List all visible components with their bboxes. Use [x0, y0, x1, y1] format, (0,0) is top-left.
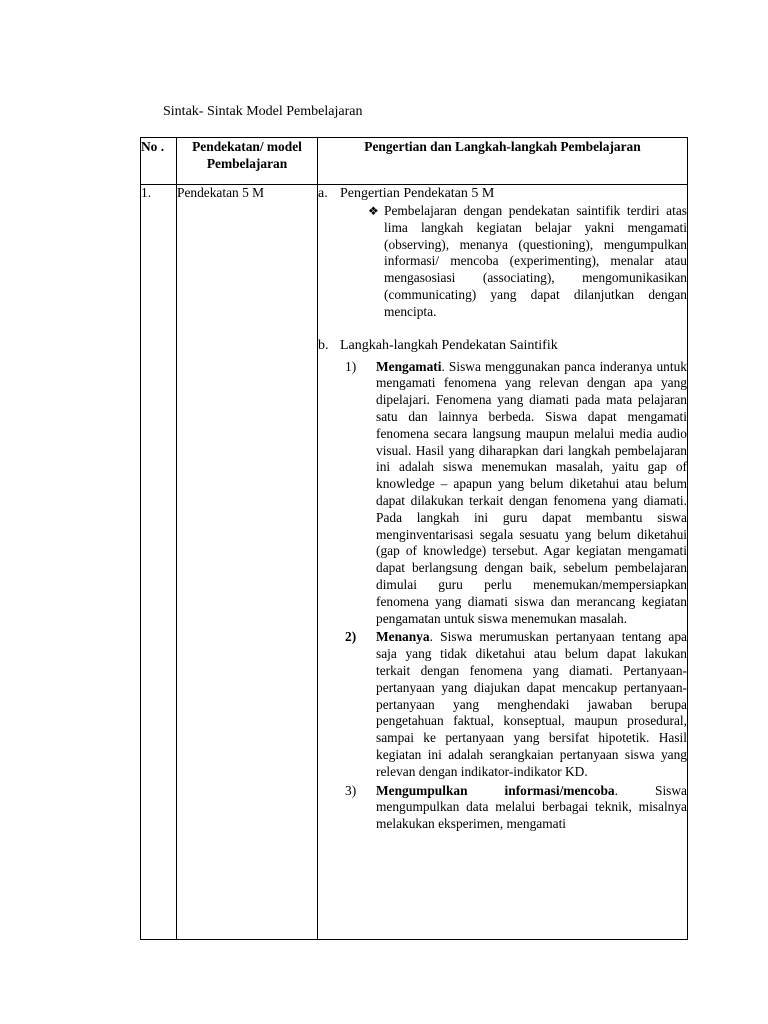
- page-title: Sintak- Sintak Model Pembelajaran: [163, 104, 363, 119]
- section-b-title: Langkah-langkah Pendekatan Saintifik: [340, 337, 558, 353]
- diamond-bullet-icon: ❖: [368, 204, 379, 218]
- header-approach: Pendekatan/ model Pembelajaran: [177, 138, 318, 185]
- step-number: 1): [345, 358, 357, 374]
- step-text: [376, 359, 687, 628]
- row-content: [318, 185, 688, 940]
- steps-list: [345, 359, 687, 833]
- header-definition: Pengertian dan Langkah-langkah Pembelajaran: [318, 138, 688, 185]
- step-description: . Siswa merumuskan pertanyaan tentang apa saja yang tidak diketahui atau belum dapat lakukan terkait dengan fenomena yang diamati. Pertanyaan-pertanyaan yang diajukan dapat mencakup pertanyaan-pertanyaan yang menghendaki jawaban berupa pengetahuan faktual, konseptual, maupun prosedural, sampai ke pertanyaan yang bersifat hipotetik. Hasil kegiatan ini adalah serangkaian pertanyaan siswa yang relevan dengan indikator-indikator KD.: [376, 629, 687, 779]
- step-number: 3): [345, 782, 357, 798]
- syntax-table: [140, 137, 688, 940]
- step-text: [376, 783, 687, 833]
- list-item: [345, 359, 687, 628]
- section-b-heading: [318, 337, 687, 355]
- definition-bullet: [368, 203, 687, 321]
- row-number: 1.: [141, 185, 177, 940]
- section-a-title: Pengertian Pendekatan 5 M: [340, 186, 495, 201]
- section-a-letter: a.: [318, 186, 328, 201]
- list-item: [345, 629, 687, 780]
- definition-text: Pembelajaran dengan pendekatan saintifik terdiri atas lima langkah kegiatan belajar yakni mengamati (observing), menanya (questioning), mengumpulkan informasi/ mencoba (experimenting), menalar atau mengasosiasi (associating), mengomunikasikan (communicating) yang dapat dilanjutkan dengan mencipta.: [384, 203, 687, 319]
- step-term: Menanya: [376, 629, 430, 645]
- table-row: [141, 185, 688, 940]
- step-text: [376, 629, 687, 780]
- section-b-letter: b.: [318, 337, 329, 353]
- step-number: 2): [345, 629, 357, 645]
- step-term: Mengumpulkan informasi/mencoba: [376, 782, 615, 798]
- table-header-row: [141, 138, 688, 185]
- row-approach: Pendekatan 5 M: [177, 185, 318, 940]
- step-description: . Siswa menggunakan panca inderanya untuk mengamati fenomena yang relevan dengan apa yang dipelajari. Fenomena yang diamati pada mata pelajaran satu dan lainnya berbeda. Siswa dapat mengamati fenomena secara langsung maupun melalui media audio visual. Hasil yang diharapkan dari langkah pembelajaran ini adalah siswa menemukan masalah, yaitu gap of knowledge – apapun yang belum diketahui atau belum dapat dilakukan terkait dengan fenomena yang diamati. Pada langkah ini guru dapat membantu siswa menginventarisasi segala sesuatu yang belum diketahui (gap of knowledge) tersebut. Agar kegiatan mengamati dapat berlangsung dengan baik, sebelum pembelajaran dimulai guru perlu menemukan/mempersiapkan fenomena yang diamati siswa dan merancang kegiatan pengamatan untuk siswa menemukan masalah.: [376, 358, 687, 626]
- section-a-heading: [318, 185, 687, 203]
- list-item: [345, 783, 687, 833]
- header-no: No .: [141, 138, 177, 185]
- step-term: Mengamati: [376, 358, 442, 374]
- step-description: . Siswa mengumpulkan data melalui berbagai teknik, misalnya melakukan eksperimen, mengamati: [376, 782, 687, 832]
